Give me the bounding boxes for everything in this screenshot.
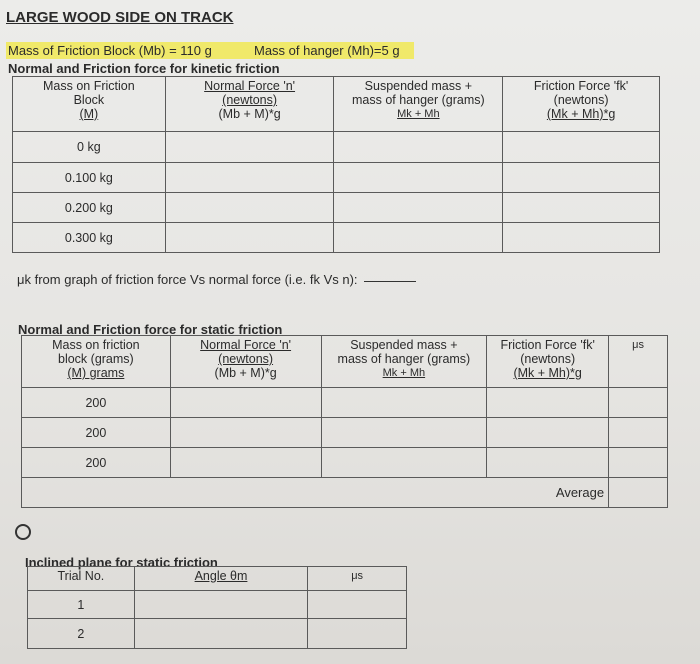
input-cell[interactable] — [503, 193, 660, 223]
static-header-friction: Friction Force 'fk' (newtons) (Mk + Mh)*g — [487, 336, 609, 388]
input-cell[interactable] — [170, 418, 321, 448]
table-row — [13, 132, 660, 163]
input-cell[interactable] — [503, 132, 660, 163]
input-cell[interactable] — [165, 193, 334, 223]
kinetic-heading: Normal and Friction force for kinetic friction — [8, 61, 280, 76]
table-row — [22, 448, 668, 478]
input-cell[interactable] — [334, 223, 503, 253]
mass-block-text: Mass of Friction Block (Mb) = 110 g — [8, 43, 212, 58]
static-header-mu-s: μs — [609, 336, 668, 388]
average-label: Average — [22, 478, 609, 508]
inclined-header-row — [28, 567, 407, 591]
kinetic-mass-cell: 0.100 kg — [13, 163, 166, 193]
input-cell[interactable] — [487, 448, 609, 478]
input-cell[interactable] — [609, 418, 668, 448]
input-cell[interactable] — [334, 163, 503, 193]
table-row — [13, 193, 660, 223]
kinetic-header-normal: Normal Force 'n' (newtons) (Mb + M)*g — [165, 77, 334, 132]
input-cell[interactable] — [503, 223, 660, 253]
input-cell[interactable] — [165, 132, 334, 163]
input-cell[interactable] — [321, 388, 487, 418]
input-cell[interactable] — [165, 223, 334, 253]
static-mass-cell: 200 — [22, 448, 171, 478]
static-header-row — [22, 336, 668, 388]
mass-highlight — [6, 42, 414, 59]
kinetic-mass-cell: 0 kg — [13, 132, 166, 163]
input-cell[interactable] — [134, 619, 308, 649]
inclined-table — [27, 566, 407, 649]
table-row — [22, 418, 668, 448]
static-mass-cell: 200 — [22, 418, 171, 448]
input-cell[interactable] — [334, 193, 503, 223]
input-cell[interactable] — [487, 388, 609, 418]
kinetic-header-suspended: Suspended mass + mass of hanger (grams) Mk + Mh — [334, 77, 503, 132]
input-cell[interactable] — [308, 619, 407, 649]
input-cell[interactable] — [134, 591, 308, 619]
inclined-header-mu-s: μs — [308, 567, 407, 591]
static-header-normal: Normal Force 'n' (newtons) (Mb + M)*g — [170, 336, 321, 388]
circle-mark — [15, 524, 31, 540]
kinetic-mass-cell: 0.300 kg — [13, 223, 166, 253]
mu-k-answer-blank[interactable] — [364, 281, 416, 282]
inclined-header-angle: Angle θm — [134, 567, 308, 591]
input-cell[interactable] — [334, 132, 503, 163]
mass-hanger-text: Mass of hanger (Mh)=5 g — [254, 43, 400, 58]
static-mass-cell: 200 — [22, 388, 171, 418]
inclined-heading: Inclined plane for static friction — [25, 555, 218, 570]
static-table — [21, 335, 668, 508]
table-row — [22, 388, 668, 418]
trial-number: 2 — [28, 619, 135, 649]
static-heading: Normal and Friction force for static friction — [18, 322, 283, 337]
table-row — [28, 591, 407, 619]
input-cell[interactable] — [609, 388, 668, 418]
table-row — [13, 223, 660, 253]
input-cell[interactable] — [321, 418, 487, 448]
kinetic-table — [12, 76, 660, 253]
input-cell[interactable] — [487, 418, 609, 448]
input-cell[interactable] — [170, 448, 321, 478]
kinetic-header-mass: Mass on Friction Block (M) — [13, 77, 166, 132]
input-cell[interactable] — [321, 448, 487, 478]
kinetic-header-row — [13, 77, 660, 132]
kinetic-mass-cell: 0.200 kg — [13, 193, 166, 223]
average-row — [22, 478, 668, 508]
input-cell[interactable] — [165, 163, 334, 193]
page-title: LARGE WOOD SIDE ON TRACK — [6, 9, 234, 26]
inclined-header-trial: Trial No. — [28, 567, 135, 591]
mu-k-text: μk from graph of friction force Vs normal force (i.e. fk Vs n): — [17, 272, 358, 287]
input-cell[interactable] — [503, 163, 660, 193]
table-row — [28, 619, 407, 649]
input-cell[interactable] — [308, 591, 407, 619]
static-header-mass: Mass on friction block (grams) (M) grams — [22, 336, 171, 388]
table-row — [13, 163, 660, 193]
trial-number: 1 — [28, 591, 135, 619]
average-input-cell[interactable] — [609, 478, 668, 508]
mu-k-line — [17, 272, 416, 287]
kinetic-header-friction: Friction Force 'fk' (newtons) (Mk + Mh)*g — [503, 77, 660, 132]
static-header-suspended: Suspended mass + mass of hanger (grams) Mk + Mh — [321, 336, 487, 388]
input-cell[interactable] — [609, 448, 668, 478]
input-cell[interactable] — [170, 388, 321, 418]
